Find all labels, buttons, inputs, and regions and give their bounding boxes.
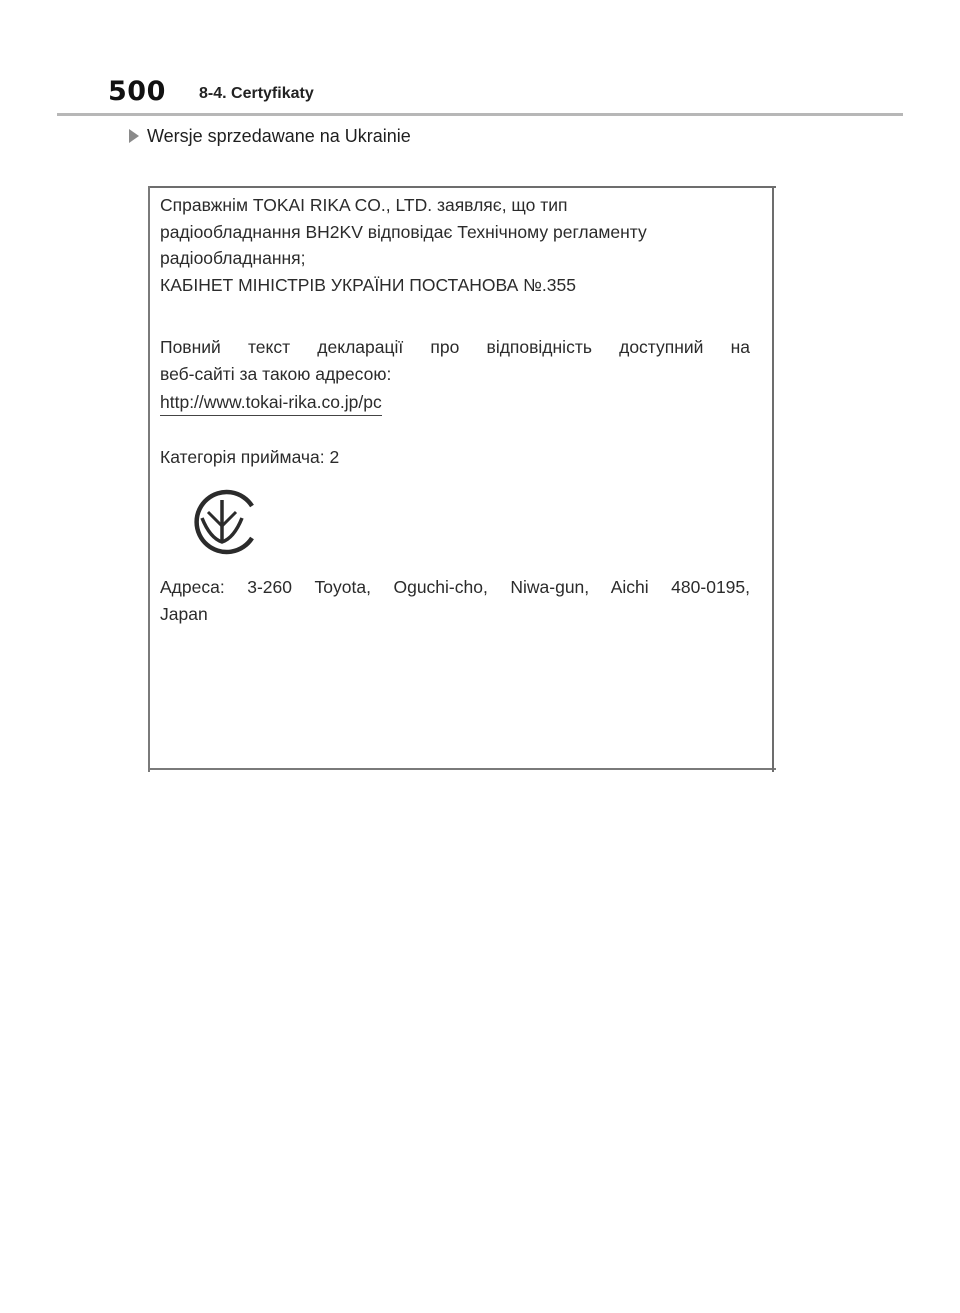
- full-text-line: веб-сайті за такою адресою:: [160, 363, 392, 384]
- subheading-text: Wersje sprzedawane na Ukrainie: [147, 125, 411, 146]
- ukrainian-conformity-mark-icon: [186, 486, 260, 556]
- declaration-url: http://www.tokai-rika.co.jp/pc: [160, 389, 382, 416]
- declaration-scan: [148, 186, 776, 772]
- full-text-line: Повний текст декларації про відповідність доступний на: [160, 337, 750, 357]
- scan-border-top: [148, 186, 776, 188]
- scan-border-right: [772, 186, 774, 772]
- header-rule: [57, 113, 903, 116]
- triangle-right-icon: [129, 129, 139, 143]
- address-line: Адреса: 3-260 Toyota, Oguchi-cho, Niwa-gun, Aichi 480-0195,: [160, 577, 750, 597]
- receiver-category: Категорія приймача: 2: [160, 447, 340, 467]
- page-number: 500: [108, 76, 166, 107]
- declaration-intro-line: КАБІНЕТ МІНІСТРІВ УКРАЇНИ ПОСТАНОВА №.355: [160, 274, 576, 295]
- scan-border-bottom: [148, 768, 776, 770]
- declaration-intro-line: радіообладнання BH2KV відповідає Технічному регламенту: [160, 221, 647, 242]
- declaration-address: [160, 574, 750, 627]
- address-line: Japan: [160, 603, 208, 624]
- declaration-intro: [160, 192, 750, 298]
- scan-border-left: [148, 186, 150, 772]
- declaration-intro-line: радіообладнання;: [160, 248, 306, 268]
- declaration-full-text: [160, 334, 750, 387]
- declaration-intro-line: Справжнім TOKAI RIKA CO., LTD. заявляє, що тип: [160, 195, 568, 215]
- section-title: 8-4. Certyfikaty: [199, 85, 314, 102]
- subheading: [129, 124, 411, 148]
